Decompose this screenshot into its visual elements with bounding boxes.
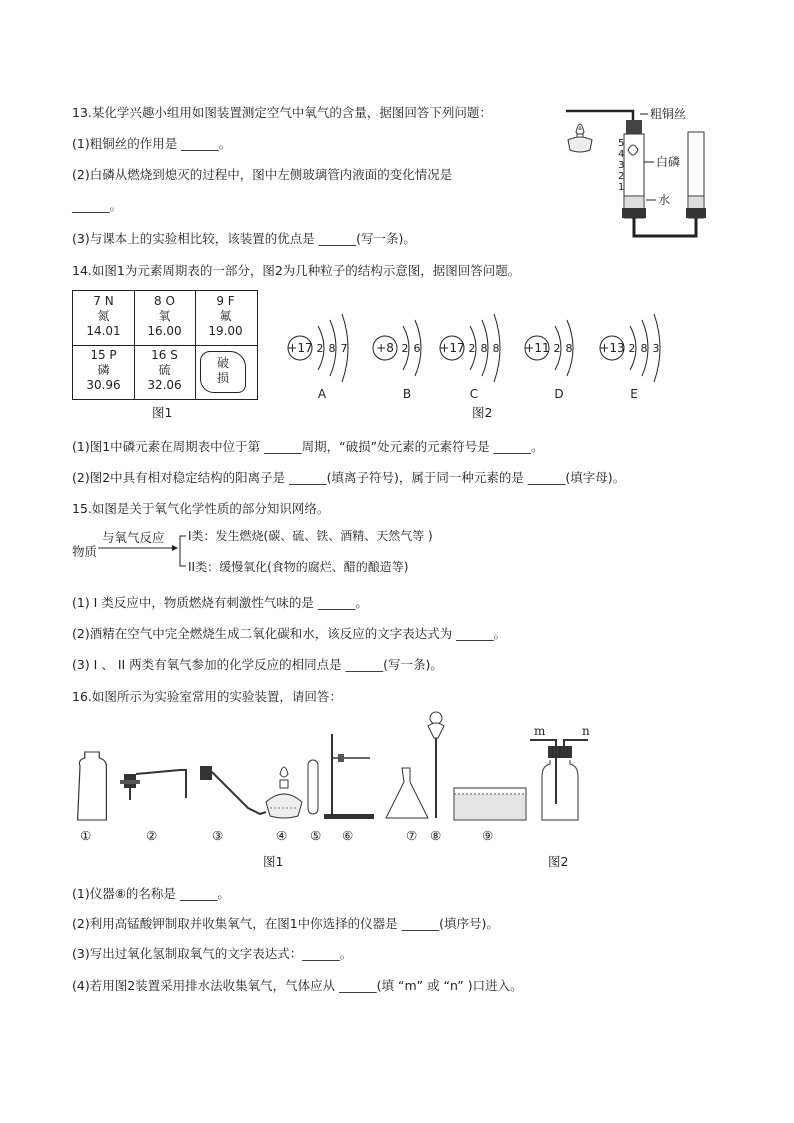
shell-electron-count: 8 (328, 342, 336, 355)
water-label: 水 (658, 193, 671, 207)
particle-D (524, 320, 573, 401)
stopper-tube-icon (120, 770, 186, 800)
q13-part2: (2)白磷从燃烧到熄灭的过程中，图中左侧玻璃管内液面的变化情况是 (72, 167, 453, 182)
q13-part1: (1)粗铜丝的作用是 ______。 (72, 136, 232, 151)
shell-electron-count: 2 (316, 342, 324, 355)
shell-electron-count: 2 (553, 342, 561, 355)
element-number-symbol: 15 P (90, 348, 117, 362)
shell-electron-count: 8 (565, 342, 573, 355)
q15-stem: 15.如图是关于氧气化学性质的部分知识网络。 (72, 501, 330, 516)
q15-part1: (1) I 类反应中，物质燃烧有刺激性气味的是 ______。 (72, 595, 368, 610)
num-7: ⑦ (406, 828, 418, 843)
particle-structure-diagrams (280, 300, 700, 410)
shell-electron-count: 8 (480, 342, 488, 355)
element-cell-N (73, 291, 134, 345)
q16-stem: 16.如图所示为实验室常用的实验装置，请回答： (72, 689, 342, 704)
element-name: 氮 (97, 309, 110, 323)
particle-C (439, 314, 500, 401)
oxygen-knowledge-network (72, 526, 512, 576)
port-m-label: m (534, 724, 546, 738)
num-3: ③ (212, 828, 224, 843)
instrument-numbers (80, 828, 493, 843)
particle-label: E (630, 387, 638, 401)
q16-part2: (2)利用高锰酸钾制取并收集氧气，在图1中你选择的仪器是 ______(填序号)。 (72, 916, 499, 931)
particle-label: A (317, 387, 327, 401)
element-cell-O (134, 291, 195, 345)
q15-part2: (2)酒精在空气中完全燃烧生成二氧化碳和水，该反应的文字表达式为 ______。 (72, 626, 507, 641)
wide-mouth-bottle-icon (78, 752, 107, 820)
q14-part1: (1)图1中磷元素在周期表中位于第 ______周期，“破损”处元素的元素符号是 ______。 (72, 439, 544, 454)
element-mass: 30.96 (86, 378, 121, 392)
shell-electron-count: 7 (340, 342, 348, 355)
react-label: 与氧气反应 (102, 530, 165, 545)
scale-2: 2 (618, 171, 625, 182)
test-tube-icon (308, 760, 318, 814)
particle-B (373, 320, 421, 401)
particle-label: B (402, 387, 412, 401)
damaged-cell: 破 损 (200, 351, 246, 393)
scale-3: 3 (618, 160, 625, 171)
shell-electron-count: 2 (468, 342, 476, 355)
element-number-symbol: 9 F (216, 294, 235, 308)
particle-label: C (469, 387, 479, 401)
element-cell-F (195, 291, 256, 345)
long-neck-funnel-icon (428, 712, 444, 818)
q16-part3: (3)写出过氧化氢制取氧气的文字表达式：______。 (72, 946, 353, 961)
conical-flask-icon (386, 768, 428, 818)
particle-label: D (554, 387, 564, 401)
num-1: ① (80, 828, 92, 843)
nucleus-charge: +8 (376, 341, 394, 355)
element-mass: 32.06 (147, 378, 182, 392)
num-4: ④ (276, 828, 288, 843)
element-number-symbol: 7 N (93, 294, 114, 308)
shell-electron-count: 6 (413, 342, 421, 355)
shell-electron-count: 8 (640, 342, 648, 355)
phosphorus-label: 白磷 (656, 155, 681, 169)
q15-part3: (3) I 、 II 两类有氧气参加的化学反应的相同点是 ______(写一条)。 (72, 657, 443, 672)
q13-part2-blank: ______。 (72, 198, 123, 213)
substance-label: 物质 (72, 544, 98, 559)
q16-part1: (1)仪器⑧的名称是 ______。 (72, 886, 230, 901)
num-8: ⑧ (430, 828, 442, 843)
q16-fig2-caption: 图2 (548, 854, 569, 869)
water-trough-icon (454, 788, 526, 820)
element-number-symbol: 8 O (154, 294, 175, 308)
port-n-label: n (582, 724, 590, 738)
num-2: ② (146, 828, 158, 843)
tube-scale (618, 138, 624, 193)
q14-stem: 14.如图1为元素周期表的一部分，图2为几种粒子的结构示意图，据图回答问题。 (72, 263, 521, 278)
scale-4: 4 (618, 149, 625, 160)
lab-apparatus-figure (70, 708, 590, 848)
periodic-table-fragment (72, 290, 258, 400)
scale-1: 1 (618, 182, 625, 193)
element-cell-P (73, 345, 134, 399)
scale-5: 5 (618, 138, 625, 149)
nucleus-charge: +11 (524, 341, 550, 355)
q13-apparatus-figure (560, 100, 740, 250)
particle-A (287, 314, 348, 401)
q13-stem: 13.某化学兴趣小组用如图装置测定空气中氧气的含量，据图回答下列问题： (72, 105, 492, 120)
particle-E (599, 314, 660, 401)
element-mass: 14.01 (86, 324, 121, 338)
q16-fig1-caption: 图1 (263, 854, 284, 869)
copper-wire-label: 粗铜丝 (650, 107, 687, 121)
shell-electron-count: 8 (492, 342, 500, 355)
bent-delivery-tube-icon (200, 766, 266, 814)
element-cell-S (134, 345, 195, 399)
shell-electron-count: 2 (628, 342, 636, 355)
type1-label: I类：发生燃烧(碳、硫、铁、酒精、天然气等 ) (188, 529, 433, 543)
shell-electron-count: 2 (401, 342, 409, 355)
element-name: 氧 (158, 309, 171, 323)
element-name: 氟 (219, 309, 232, 323)
nucleus-charge: +13 (599, 341, 625, 355)
q14-part2: (2)图2中具有相对稳定结构的阳离子是 ______(填离子符号)，属于同一种元素的是 ______(填字母)。 (72, 470, 626, 485)
alcohol-lamp-icon (568, 124, 592, 152)
iron-stand-icon (324, 734, 374, 819)
element-mass: 16.00 (147, 324, 182, 338)
element-mass: 19.00 (208, 324, 243, 338)
q14-fig1-caption: 图1 (152, 405, 173, 420)
alcohol-lamp-icon (266, 767, 302, 818)
type2-label: II类：缓慢氧化(食物的腐烂、醋的酿造等) (188, 560, 409, 574)
element-name: 硫 (158, 363, 171, 377)
q14-fig2-caption: 图2 (472, 405, 493, 420)
element-name: 磷 (97, 363, 110, 377)
q16-part4: (4)若用图2装置采用排水法收集氧气，气体应从 ______(填 “m” 或 “n” )口进入。 (72, 978, 523, 993)
nucleus-charge: +17 (439, 341, 465, 355)
element-number-symbol: 16 S (151, 348, 178, 362)
gas-washing-bottle-figure (524, 720, 604, 830)
num-5: ⑤ (310, 828, 322, 843)
num-6: ⑥ (342, 828, 354, 843)
num-9: ⑨ (482, 828, 494, 843)
nucleus-charge: +17 (287, 341, 313, 355)
q13-part3: (3)与课本上的实验相比较，该装置的优点是 ______(写一条)。 (72, 231, 416, 246)
shell-electron-count: 3 (652, 342, 660, 355)
